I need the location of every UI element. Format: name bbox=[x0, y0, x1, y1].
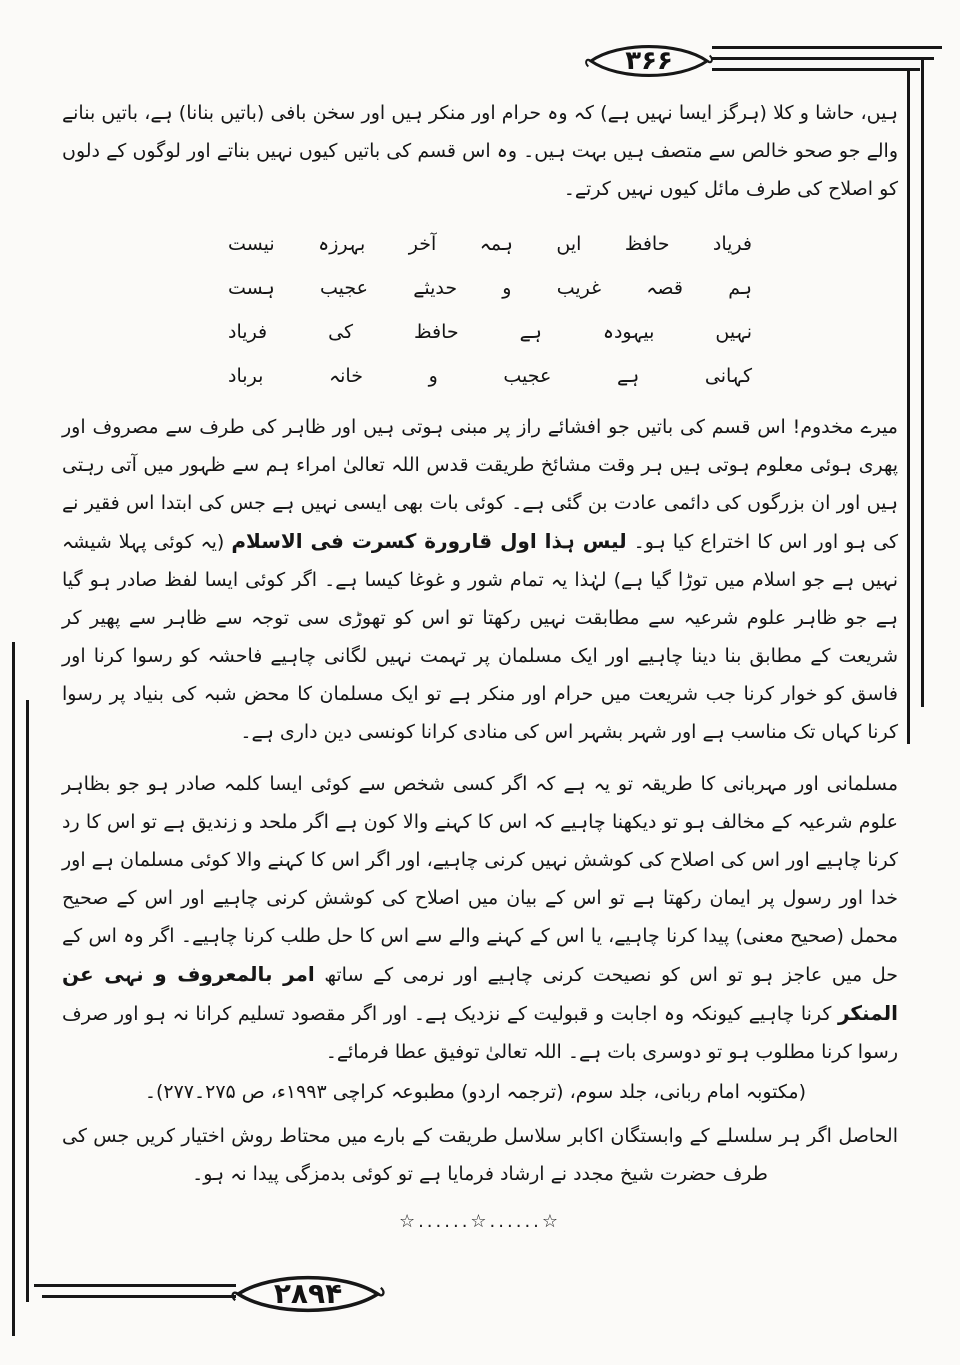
poem-word: عجیب bbox=[319, 277, 368, 299]
footer-page-number: ۲۸۹۴ bbox=[273, 1277, 343, 1310]
poem-word: بیہودہ bbox=[602, 321, 655, 343]
poem-word: فریاد bbox=[228, 321, 268, 343]
poem-word: فریاد bbox=[712, 233, 752, 255]
poem-word: حافظ bbox=[413, 321, 459, 343]
top-border-line bbox=[712, 68, 920, 71]
poem-word: و bbox=[502, 277, 512, 299]
stars-divider: ☆......☆......☆ bbox=[398, 1211, 562, 1232]
poem-word: ایں bbox=[556, 233, 582, 255]
bottom-border-line bbox=[42, 1295, 236, 1298]
top-border-line bbox=[712, 57, 934, 60]
paragraph-2-text: (یہ کوئی پہلا شیشہ نہیں ہے جو اسلام میں توڑا گیا ہے) لہٰذا یہ تمام شور و غوغا کیسا ہے۔ اگر کوئی ایسا لفظ صادر ہو گیا ہے جو ظاہر علوم شرعیہ سے مطابقت نہیں رکھتا تو اس کو تھوڑی سی توجہ سے ظاہر سے پھیر کر شریعت کے مطابق بنا دینا چاہیے اور ایک مسلمان پر تہمت نہیں لگانی چاہیے فاحشہ کو رسوا کرنا اور فاسق کو خوار کرنا جب شریعت میں حرام اور منکر ہے تو ایک مسلمان کا محض شبہ کی بنیاد پر رسوا کرنا کہاں تک مناسب ہے اور شہر بشہر اس کی منادی کرانا کونسی دین داری ہے۔ bbox=[62, 531, 898, 743]
poem-word: بہرزہ bbox=[318, 233, 366, 255]
poem-word: ہے bbox=[617, 365, 640, 387]
arabic-quote: لیس ہذا اول قارورة کسرت فی الاسلام bbox=[231, 529, 627, 553]
poem-word: غریب bbox=[556, 277, 602, 299]
poem-word: و bbox=[428, 365, 438, 387]
paragraph-3 bbox=[62, 765, 898, 1071]
footer-page-number-ornament bbox=[230, 1268, 386, 1320]
right-border-line bbox=[921, 57, 924, 707]
poem-word: برباد bbox=[228, 365, 264, 387]
header-page-number-ornament bbox=[584, 38, 714, 84]
left-border-line bbox=[12, 642, 15, 1336]
poem-word: ہم bbox=[728, 277, 752, 299]
left-border-line bbox=[26, 700, 29, 1302]
poem-word: ہے bbox=[519, 321, 542, 343]
paragraph-2 bbox=[62, 408, 898, 751]
poem-word: کی bbox=[328, 321, 353, 343]
poem-word: عجیب bbox=[503, 365, 552, 387]
poem-word: آخر bbox=[408, 233, 437, 255]
paragraph-1: ہیں، حاشا و کلا (ہرگز ایسا نہیں ہے) کہ وہ حرام اور منکر ہیں اور سخن بافی (باتیں بنانا) ہے، باتیں بنانے والے جو صحو خالص سے متصف ہیں بہت ہیں۔ وہ اس قسم کی باتیں کیوں نہیں بناتے اور لوگوں کے دلوں کو اصلاح کی طرف مائل کیوں نہیں کرتے۔ bbox=[62, 102, 898, 200]
paragraph-2-text: میرے مخدوم! اس قسم کی باتیں جو افشائے راز پر مبنی ہوتی ہیں اور ظاہر کی طرف سے مصروف اور پھری ہوئی معلوم ہوتی ہیں ہر وقت مشائخ طریقت قدس اللہ تعالیٰ امراء ہم سے ظہور میں آتی رہتی ہیں اور ان بزرگوں کی دائمی عادت بن گئی ہے۔ کوئی بات بھی ایسی نہیں ہے جس کی ابتدا اس فقیر نے کی ہو اور اس کا اختراع کیا ہو۔ bbox=[62, 416, 898, 553]
poem-line-3 bbox=[228, 310, 752, 354]
poem-word: حدیثے bbox=[413, 277, 458, 299]
poem-block bbox=[228, 222, 752, 398]
poem-word: ہست bbox=[228, 277, 275, 299]
poem-word: نہیں bbox=[715, 321, 752, 343]
header-page-number: ۳۶۶ bbox=[625, 46, 673, 76]
paragraph-4: الحاصل اگر ہر سلسلے کے وابستگان اکابر سلاسل طریقت کے بارے میں محتاط روش اختیار کریں جس کی طرف حضرت شیخ مجدد نے ارشاد فرمایا ہے تو کوئی بدمزگی پیدا نہ ہو۔ bbox=[62, 1125, 898, 1185]
poem-word: قصہ bbox=[646, 277, 683, 299]
right-border-line bbox=[907, 68, 910, 744]
top-border-line bbox=[712, 46, 942, 49]
citation-line: (مکتوبہ امام ربانی، جلد سوم، (ترجمہ اردو) مطبوعہ کراچی ۱۹۹۳ء، ص ۲۷۵۔۲۷۷)۔ bbox=[144, 1081, 806, 1103]
arabic-quote: امر بالمعروف و نہی عن المنکر bbox=[62, 962, 898, 1025]
poem-line-1 bbox=[228, 222, 752, 266]
bottom-border-line bbox=[34, 1284, 236, 1287]
paragraph-3-text: مسلمانی اور مہربانی کا طریقہ تو یہ ہے کہ اگر کسی شخص سے کوئی ایسا کلمہ صادر ہو جو بظاہر علوم شرعیہ کے مخالف ہو تو دیکھنا چاہیے کہ اس کا کہنے والا کون ہے اگر ملحد و زندیق ہے تو اس کا رد کرنا چاہیے اور اس کی اصلاح کی کوشش نہیں کرنی چاہیے، اور اگر اس کا کہنے والا کوئی مسلمان ہے اور خدا اور رسول پر ایمان رکھتا ہے تو اس کے بیان میں اصلاح کی کوشش کرنی چاہیے اور اس کے صحیح محمل (صحیح معنی) پیدا کرنا چاہیے، یا اس کے کہنے والے سے اس کا حل طلب کرنا چاہیے۔ اگر وہ اس کے حل میں عاجز ہو تو اس کو نصیحت کرنی چاہیے اور نرمی کے ساتھ bbox=[62, 773, 898, 986]
poem-line-4 bbox=[228, 354, 752, 398]
poem-line-2 bbox=[228, 266, 752, 310]
poem-word: ہمہ bbox=[479, 233, 513, 255]
page-text-block bbox=[62, 94, 898, 1232]
paragraph-3-text: کرنا چاہیے کیونکہ وہ اجابت و قبولیت کے نزدیک ہے۔ اور اگر مقصود تسلیم کرانا نہ ہو اور صرف رسوا کرنا مطلوب ہو تو دوسری بات ہے۔ اللہ تعالیٰ توفیق عطا فرمائے۔ bbox=[62, 1003, 898, 1063]
poem-word: کہانی bbox=[704, 365, 752, 387]
poem-word: نیست bbox=[228, 233, 275, 255]
poem-word: حافظ bbox=[624, 233, 670, 255]
poem-word: خانہ bbox=[328, 365, 363, 387]
